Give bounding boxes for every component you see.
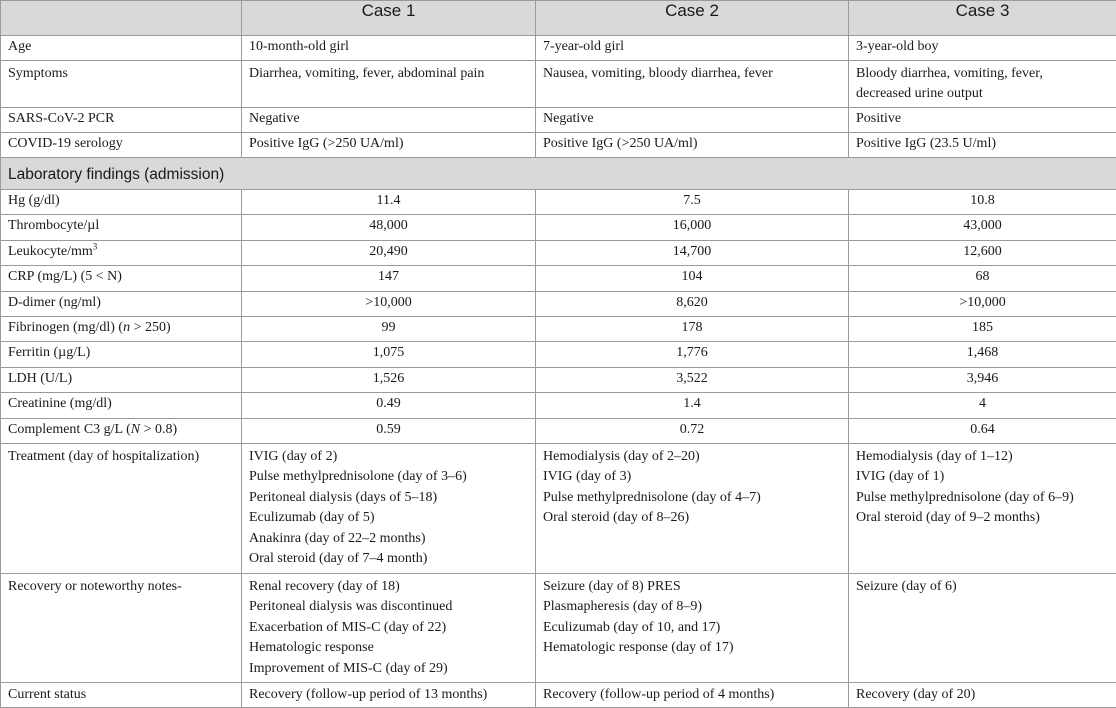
row-age: [1, 36, 1116, 61]
row-treatment: [1, 443, 1116, 573]
row-lab: [1, 367, 1116, 392]
cell-case-3: 43,000: [849, 215, 1116, 240]
header-row: [1, 1, 1116, 36]
header-case-1: Case 1: [242, 1, 536, 36]
row-recovery: [1, 573, 1116, 682]
cell-case-3: Recovery (day of 20): [849, 682, 1116, 707]
row-label: Age: [1, 36, 242, 61]
cell-case-1: 147: [242, 266, 536, 291]
row-label: Ferritin (µg/L): [1, 342, 242, 367]
row-label: [1, 316, 242, 341]
cell-case-3: [849, 573, 1116, 682]
cell-line: Seizure (day of 6): [856, 577, 1109, 597]
row-lab: [1, 342, 1116, 367]
cell-case-2: Positive IgG (>250 UA/ml): [536, 133, 849, 158]
cell-line: Pulse methylprednisolone (day of 3–6): [249, 467, 528, 487]
label-text: > 0.8): [140, 422, 177, 437]
cell-case-1: 20,490: [242, 240, 536, 265]
cell-case-3: Positive: [849, 108, 1116, 133]
cell-case-2: Nausea, vomiting, bloody diarrhea, fever: [536, 61, 849, 108]
cell-line: Improvement of MIS-C (day of 29): [249, 659, 528, 679]
cell-case-1: 0.49: [242, 393, 536, 418]
cell-case-1: Positive IgG (>250 UA/ml): [242, 133, 536, 158]
row-label: CRP (mg/L) (5 < N): [1, 266, 242, 291]
row-label: Current status: [1, 682, 242, 707]
row-lab: [1, 190, 1116, 215]
cell-line: Bloody diarrhea, vomiting, fever,: [856, 64, 1109, 84]
row-status: [1, 682, 1116, 707]
row-lab: [1, 291, 1116, 316]
cell-case-2: 7-year-old girl: [536, 36, 849, 61]
row-lab: [1, 393, 1116, 418]
cell-case-3: 10.8: [849, 190, 1116, 215]
cell-line: IVIG (day of 3): [543, 467, 841, 487]
cell-line: Oral steroid (day of 8–26): [543, 508, 841, 528]
section-title: Laboratory findings (admission): [1, 158, 1116, 190]
cell-case-3: Positive IgG (23.5 U/ml): [849, 133, 1116, 158]
cell-case-1: [242, 573, 536, 682]
cell-case-3: 3-year-old boy: [849, 36, 1116, 61]
label-text: Fibrinogen (mg/dl) (: [8, 320, 123, 335]
section-row-lab: [1, 158, 1116, 190]
cell-case-2: 3,522: [536, 367, 849, 392]
cell-case-1: 1,526: [242, 367, 536, 392]
label-italic: N: [131, 422, 140, 437]
cell-line: decreased urine output: [856, 84, 1109, 104]
label-text: > 250): [130, 320, 171, 335]
cell-line: Hemodialysis (day of 1–12): [856, 447, 1109, 467]
cell-line: Renal recovery (day of 18): [249, 577, 528, 597]
cell-case-1: Negative: [242, 108, 536, 133]
label-text: Complement C3 g/L (: [8, 422, 131, 437]
header-case-3: Case 3: [849, 1, 1116, 36]
cell-line: Hematologic response: [249, 638, 528, 658]
cell-case-1: 99: [242, 316, 536, 341]
cell-case-1: 0.59: [242, 418, 536, 443]
cell-line: Anakinra (day of 22–2 months): [249, 529, 528, 549]
cell-case-1: 48,000: [242, 215, 536, 240]
row-lab: [1, 240, 1116, 265]
cell-case-2: 0.72: [536, 418, 849, 443]
cell-case-3: 0.64: [849, 418, 1116, 443]
cell-case-2: 7.5: [536, 190, 849, 215]
cell-case-3: 12,600: [849, 240, 1116, 265]
cell-case-2: 104: [536, 266, 849, 291]
cell-line: Plasmapheresis (day of 8–9): [543, 597, 841, 617]
cell-case-2: Recovery (follow-up period of 4 months): [536, 682, 849, 707]
cell-case-2: 1,776: [536, 342, 849, 367]
cell-case-3: 4: [849, 393, 1116, 418]
cell-case-2: Negative: [536, 108, 849, 133]
cell-case-1: Diarrhea, vomiting, fever, abdominal pain: [242, 61, 536, 108]
cell-line: IVIG (day of 1): [856, 467, 1109, 487]
row-label: Symptoms: [1, 61, 242, 108]
row-label: COVID-19 serology: [1, 133, 242, 158]
row-label: SARS-CoV-2 PCR: [1, 108, 242, 133]
cell-case-2: [536, 443, 849, 573]
cell-line: IVIG (day of 2): [249, 447, 528, 467]
cell-case-2: 8,620: [536, 291, 849, 316]
cell-case-2: 14,700: [536, 240, 849, 265]
cell-line: Eculizumab (day of 5): [249, 508, 528, 528]
cell-line: Exacerbation of MIS-C (day of 22): [249, 618, 528, 638]
cell-line: Oral steroid (day of 9–2 months): [856, 508, 1109, 528]
cell-case-1: >10,000: [242, 291, 536, 316]
cell-case-2: [536, 573, 849, 682]
row-label: LDH (U/L): [1, 367, 242, 392]
row-label: Treatment (day of hospitalization): [1, 443, 242, 573]
row-serology: [1, 133, 1116, 158]
cell-case-1: [242, 443, 536, 573]
row-label: Recovery or noteworthy notes-: [1, 573, 242, 682]
header-blank-cell: [1, 1, 242, 36]
cell-case-1: Recovery (follow-up period of 13 months): [242, 682, 536, 707]
cell-case-3: 1,468: [849, 342, 1116, 367]
row-label: [1, 418, 242, 443]
row-lab: [1, 266, 1116, 291]
cell-line: Peritoneal dialysis was discontinued: [249, 597, 528, 617]
row-label: [1, 240, 242, 265]
cell-case-3: >10,000: [849, 291, 1116, 316]
cell-line: Seizure (day of 8) PRES: [543, 577, 841, 597]
label-superscript: 3: [93, 241, 98, 251]
row-pcr: [1, 108, 1116, 133]
row-symptoms: [1, 61, 1116, 108]
cell-case-1: 11.4: [242, 190, 536, 215]
cell-case-3: [849, 443, 1116, 573]
label-italic: n: [123, 320, 130, 335]
row-lab: [1, 215, 1116, 240]
cell-case-3: 185: [849, 316, 1116, 341]
row-label: Hg (g/dl): [1, 190, 242, 215]
cell-case-2: 1.4: [536, 393, 849, 418]
cell-case-2: 178: [536, 316, 849, 341]
cell-line: Peritoneal dialysis (days of 5–18): [249, 488, 528, 508]
row-lab: [1, 418, 1116, 443]
row-label: Creatinine (mg/dl): [1, 393, 242, 418]
cell-case-2: 16,000: [536, 215, 849, 240]
label-text: Leukocyte/mm: [8, 244, 93, 259]
cell-case-3: 68: [849, 266, 1116, 291]
row-label: D-dimer (ng/ml): [1, 291, 242, 316]
cell-line: Hematologic response (day of 17): [543, 638, 841, 658]
cell-line: Oral steroid (day of 7–4 month): [249, 549, 528, 569]
cell-line: Hemodialysis (day of 2–20): [543, 447, 841, 467]
cell-line: Eculizumab (day of 10, and 17): [543, 618, 841, 638]
row-lab: [1, 316, 1116, 341]
row-label: Thrombocyte/µl: [1, 215, 242, 240]
cell-line: Pulse methylprednisolone (day of 4–7): [543, 488, 841, 508]
cell-case-3: 3,946: [849, 367, 1116, 392]
cell-case-3: [849, 61, 1116, 108]
cell-case-1: 1,075: [242, 342, 536, 367]
cell-case-1: 10-month-old girl: [242, 36, 536, 61]
header-case-2: Case 2: [536, 1, 849, 36]
cell-line: Pulse methylprednisolone (day of 6–9): [856, 488, 1109, 508]
